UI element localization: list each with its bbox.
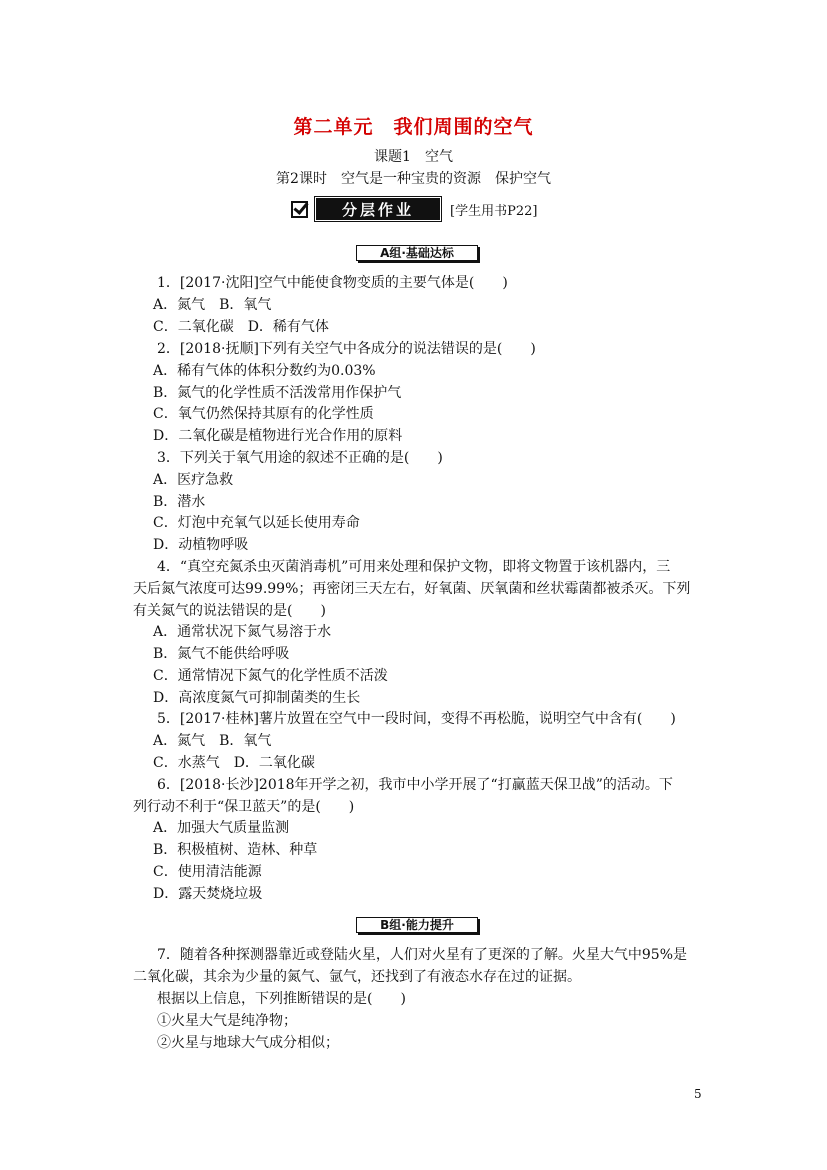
question-3: 3．下列关于氧气用途的叙述不正确的是( ) [157,450,443,466]
q6-option-c: C．使用清洁能源 [153,864,262,880]
q1-options-ab: A．氮气 B．氧气 [153,297,272,313]
q3-option-d: D．动植物呼吸 [153,537,249,553]
q5-options-ab: A．氮气 B．氧气 [153,733,272,749]
question-6-line-1: 6．[2018·长沙]2018年开学之初，我市中小学开展了“打赢蓝天保卫战”的活动。下 [157,777,673,793]
question-7-prompt: 根据以上信息，下列推断错误的是( ) [157,991,406,1007]
period-title: 第2课时 空气是一种宝贵的资源 保护空气 [276,171,551,187]
q3-option-c: C．灯泡中充氧气以延长使用寿命 [153,515,360,531]
q4-option-c: C．通常情况下氮气的化学性质不活泼 [153,668,388,684]
q6-option-a: A．加强大气质量监测 [153,820,290,836]
question-7-line-2: 二氧化碳，其余为少量的氮气、氩气，还找到了有液态水存在过的证据。 [133,969,581,985]
unit-title: 第二单元 我们周围的空气 [293,116,534,138]
homework-badge: 分层作业 [316,198,440,220]
q4-option-a: A．通常状况下氮气易溶于水 [153,624,332,640]
question-2: 2．[2018·抚顺]下列有关空气中各成分的说法错误的是( ) [157,341,536,357]
student-book-reference: [学生用书P22] [450,203,538,219]
question-5: 5．[2017·桂林]薯片放置在空气中一段时间，变得不再松脆，说明空气中含有( ) [157,711,676,727]
q5-options-cd: C．水蒸气 D．二氧化碳 [153,755,315,771]
q3-option-b: B．潜水 [153,494,206,510]
lesson-title: 课题1 空气 [374,149,453,165]
q1-options-cd: C．二氧化碳 D．稀有气体 [153,319,329,335]
q6-option-b: B．积极植树、造林、种草 [153,842,318,858]
q2-option-d: D．二氧化碳是植物进行光合作用的原料 [153,428,403,444]
question-6-line-2: 列行动不利于“保卫蓝天”的是( ) [133,799,355,815]
q7-statement-2: ②火星与地球大气成分相似； [157,1035,339,1051]
q4-option-d: D．高浓度氮气可抑制菌类的生长 [153,690,361,706]
q2-option-c: C．氧气仍然保持其原有的化学性质 [153,406,374,422]
checkbox-icon [291,201,308,218]
q4-option-b: B．氮气不能供给呼吸 [153,646,290,662]
page-number: 5 [694,1087,702,1101]
question-4-line-3: 有关氮气的说法错误的是( ) [133,603,326,619]
question-4-line-1: 4．“真空充氮杀虫灭菌消毒机”可用来处理和保护文物，即将文物置于该机器内，三 [157,559,671,575]
question-1: 1．[2017·沈阳]空气中能使食物变质的主要气体是( ) [157,275,508,291]
group-b-label: B组·能力提升 [356,917,478,933]
q7-statement-1: ①火星大气是纯净物； [157,1013,297,1029]
q6-option-d: D．露天焚烧垃圾 [153,886,263,902]
q2-option-b: B．氮气的化学性质不活泼常用作保护气 [153,385,402,401]
question-4-line-2: 天后氮气浓度可达99.99%；再密闭三天左右，好氧菌、厌氧菌和丝状霉菌都被杀灭。下列 [133,581,691,597]
group-a-label: A组·基础达标 [356,245,478,261]
q2-option-a: A．稀有气体的体积分数约为0.03% [153,363,376,379]
question-7-line-1: 7．随着各种探测器靠近或登陆火星，人们对火星有了更深的了解。火星大气中95%是 [157,947,688,963]
homework-header [291,197,537,221]
q3-option-a: A．医疗急救 [153,472,234,488]
